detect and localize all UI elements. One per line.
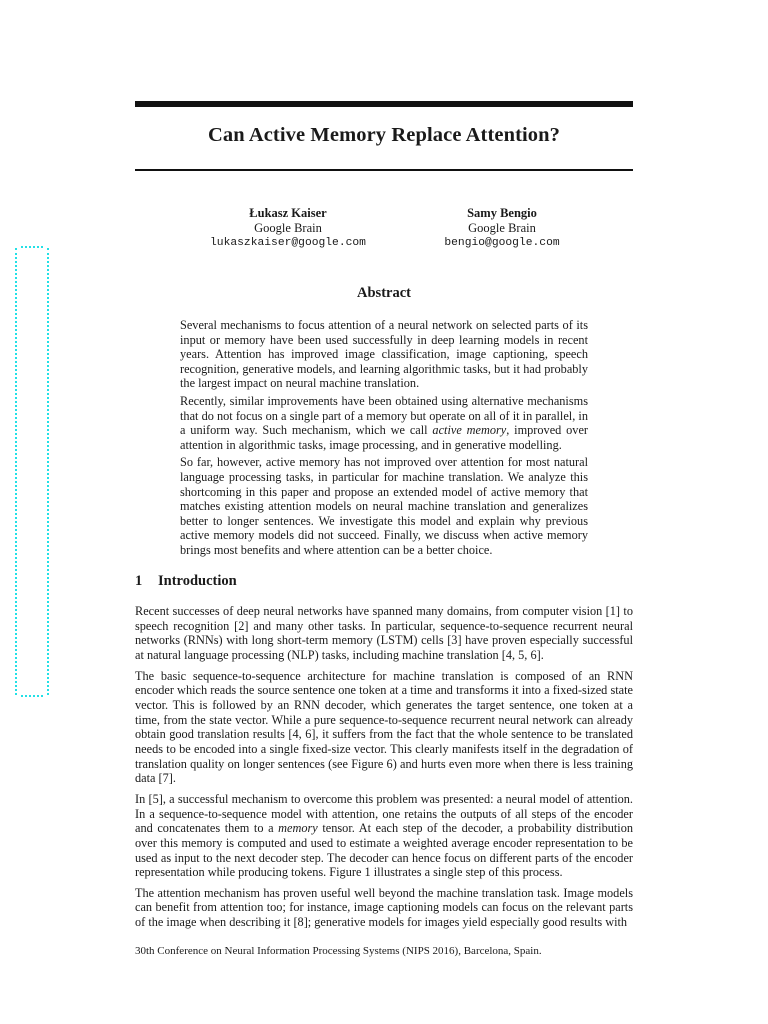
abstract-paragraph: Several mechanisms to focus attention of a neural network on selected parts of its input or memory have been used successfully in deep learning models in recent years. Attention has improved image classification, image captioning, speech recognition, generative models, and learning algorithmic tasks, but it had probably the largest impact on neural machine translation.	[180, 318, 588, 391]
title-bottom-rule	[135, 169, 633, 171]
author-affiliation: Google Brain	[468, 220, 536, 235]
abstract	[180, 318, 588, 561]
section-number: 1	[135, 573, 143, 589]
body-paragraph: The basic sequence-to-sequence architecture for machine translation is composed of an RNN encoder which reads the source sentence one token at a time and transforms it into a fixed-sized state vector. This is followed by an RNN decoder, which generates the target sentence, one token at a time, from the state vector. While a pure sequence-to-sequence recurrent neural network can already obtain good translation results [4, 6], it suffers from the fact that the whole sentence to be translated needs to be encoded into a single fixed-size vector. This clearly manifests itself in the degradation of translation quality on longer sentences (see Figure 6) and hurts even more when there is less training data [7].	[135, 668, 633, 786]
author-name: Łukasz Kaiser	[249, 206, 327, 220]
introduction-body	[135, 604, 633, 936]
author-block-2	[392, 206, 612, 250]
author-block-1	[178, 206, 398, 250]
conference-footnote: 30th Conference on Neural Information Processing Systems (NIPS 2016), Barcelona, Spain.	[135, 945, 542, 957]
body-paragraph: In [5], a successful mechanism to overcome this problem was presented: a neural model of attention. In a sequence-to-sequence model with attention, one retains the outputs of all steps of the encoder and concatenates them to a memory tensor. At each step of the decoder, a probability distribution over this memory is computed and used to estimate a weighted average encoder representation to be used as input to the next decoder step. The decoder can hence focus on different parts of the encoder representation while producing tokens. Figure 1 illustrates a single step of this process.	[135, 791, 633, 880]
abstract-heading: Abstract	[357, 285, 411, 301]
abstract-paragraph: Recently, similar improvements have been obtained using alternative mechanisms that do not focus on a single part of a memory but operate on all of it in parallel, in a uniform way. Such mechanism, which we call active memory, improved over attention in algorithmic tasks, image processing, and in generative modelling.	[180, 393, 588, 452]
author-email[interactable]: lukaszkaiser@google.com	[210, 236, 366, 249]
emphasis-term: active memory	[432, 423, 507, 438]
body-paragraph: Recent successes of deep neural networks have spanned many domains, from computer vision [1] to speech recognition [2] and many other tasks. In particular, sequence-to-sequence recurrent neural networks (RNNs) with long short-term memory (LSTM) cells [3] have proven especially successful at natural language processing (NLP) tasks, including machine translation [4, 5, 6].	[135, 604, 633, 662]
author-name: Samy Bengio	[467, 206, 537, 220]
abstract-paragraph: So far, however, active memory has not improved over attention for most natural language processing tasks, in particular for machine translation. We analyze this shortcoming in this paper and propose an extended model of active memory that matches existing attention models on neural machine translation and generalizes better to longer sentences. We investigate this model and explain why previous active memory models did not succeed. Finally, we discuss when active memory brings most benefits and where attention can be a better choice.	[180, 455, 588, 557]
author-affiliation: Google Brain	[254, 220, 322, 235]
emphasis-term: memory	[278, 821, 318, 836]
author-email[interactable]: bengio@google.com	[444, 236, 560, 249]
paper-title: Can Active Memory Replace Attention?	[207, 124, 561, 146]
section-heading	[135, 573, 237, 590]
line-number-marker	[15, 248, 49, 695]
section-title: Introduction	[158, 573, 237, 589]
body-paragraph: The attention mechanism has proven useful well beyond the machine translation task. Image models can benefit from attention too; for instance, image captioning models can focus on the relevant parts of the image when describing it [8]; generative models for images yield especially good results with	[135, 885, 633, 930]
title-top-rule	[135, 101, 633, 107]
